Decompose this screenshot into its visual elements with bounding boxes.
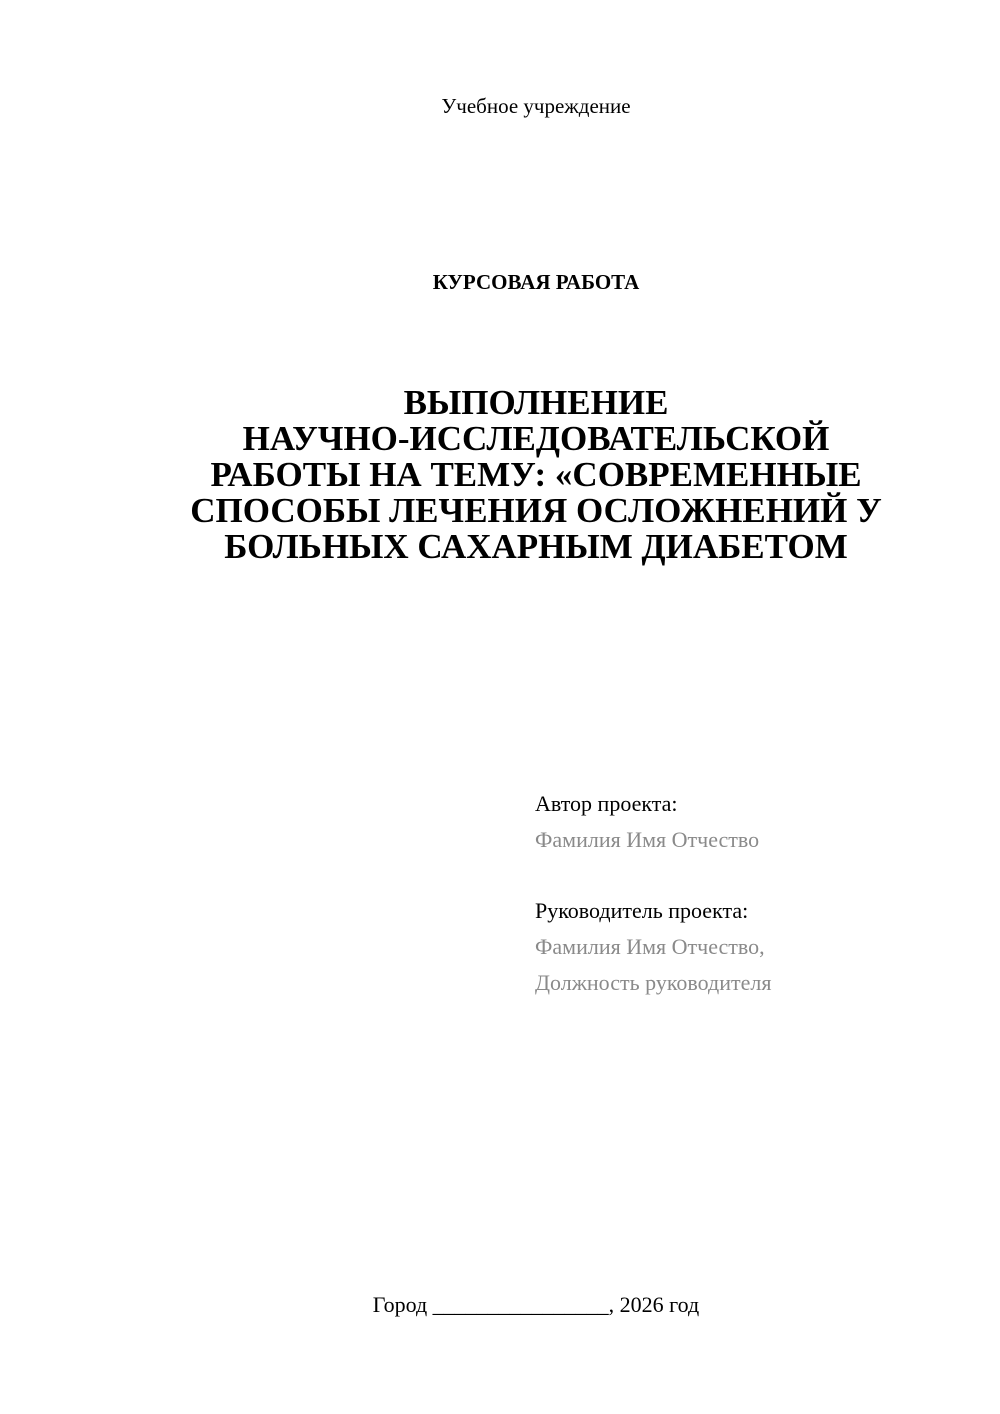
supervisor-block <box>535 893 965 1001</box>
author-label: Автор проекта: <box>535 791 678 816</box>
supervisor-label: Руководитель проекта: <box>535 898 749 923</box>
author-block <box>535 786 965 858</box>
work-type-heading: КУРСОВАЯ РАБОТА <box>432 270 640 294</box>
city-year-line: Город ________________, 2026 год <box>372 1292 700 1317</box>
institution-name: Учебное учреждение <box>441 94 631 118</box>
author-name: Фамилия Имя Отчество <box>535 827 760 852</box>
document-title <box>120 385 952 565</box>
title-line: РАБОТЫ НА ТЕМУ: «СОВРЕМЕННЫЕ <box>210 455 862 494</box>
supervisor-position: Должность руководителя <box>535 970 772 995</box>
supervisor-name: Фамилия Имя Отчество, <box>535 934 765 959</box>
title-line: ВЫПОЛНЕНИЕ <box>403 383 669 422</box>
title-line: СПОСОБЫ ЛЕЧЕНИЯ ОСЛОЖНЕНИЙ У <box>190 491 882 530</box>
title-line: БОЛЬНЫХ САХАРНЫМ ДИАБЕТОМ <box>224 527 848 566</box>
title-line: НАУЧНО-ИССЛЕДОВАТЕЛЬСКОЙ <box>242 419 830 458</box>
